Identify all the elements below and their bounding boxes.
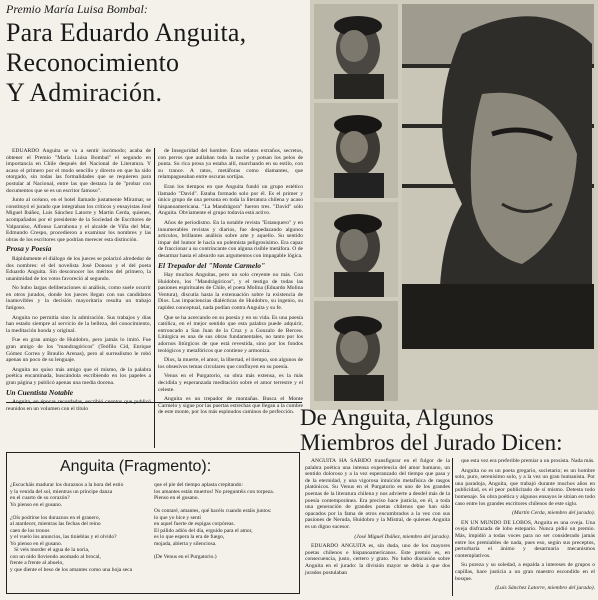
subheading: Prosa y Poesía	[6, 244, 52, 254]
paragraph: Venus en el Purgatorio, su obra más extensa, es la más decidida y esperanzada meditación sobre el amor terrestre y el celeste.	[158, 373, 303, 393]
headline-line-3: Y Admiración.	[6, 78, 163, 107]
paragraph: ANGUITA HA SABIDO transfigurar en el fulgor de la palabra poética una intensa experiencia del amor humano, un sentido doloroso y a la vez esperanzado del tiempo que pasa y de la eternidad, y una vigorosa intuición metafísica de rasgos platónicos. Su Venus en el Purgatorio es uno de los grandes poemas de la literatura chilena y nos advierte a desdel más de la poesía contemporánea. Era preciso hace justicia, en él, a toda una generación de grandes poetas chilenos que han sido opacados por la fama de otros encumbrados a la vez con sus pasiones de Neruda, Huidobro y la Mistral, de quienes Anguita es un digno sucesor.	[305, 458, 450, 530]
subheading: El Trepador del "Monte Carmelo"	[158, 260, 266, 270]
column-2	[158, 148, 303, 416]
paragraph: reunidos en un volumen con el título	[6, 405, 89, 412]
poem-title: Anguita (Fragmento):	[60, 458, 212, 475]
paragraph: Fue en gran amigo de Huidobro, pero jamás lo imitó. Fue gran amigo de los "mandragóricos" (Teófilo Cid, Enrique Gómez Correa y Braulio Arenas), pero al surrealismo le robó apenas un poco de su lenguaje.	[6, 337, 151, 364]
portrait-photo	[314, 103, 398, 198]
paragraph: Anguita no permitía sino la admiración. Sus trabajos y días han estado siempre al servicio de la belleza, del conocimiento, la meditación honda y original.	[6, 314, 151, 334]
poem-left-column: ¿Escucháis madurar los duraznos a la hora del estío y la venida del sol, mientras un príncipe danza en el cuarto de su corazón? Yo pienso en el gusano. ¿Oís podrirse los duraznos en el granero, al atardecer, mientras las fechas del reino caen de los tronos y el vuelo los anuncios, las tinieblas y el olvido? Yo pienso en el gusano. Si veis morder el agua de la noria, con un nido lloviendo asomado al brocal, frente a frente al abuelo, y que diente el beso de los amantes como una hoja seca	[10, 482, 133, 573]
headline	[6, 18, 306, 108]
section-heading	[300, 405, 596, 455]
paragraph: de Inseguridad del hombre. Eran relatos extraños, secretos, con perros que aullaban toda la noche y potsan los pelos de punta. Su rica prosa ya estaba allí, marchando en su estilo, con su trance. A ratos, metáforas como diamantes, que relampagueaban entre oscuras sortijas.	[158, 148, 303, 181]
horizontal-divider	[6, 402, 302, 403]
column-divider	[452, 458, 453, 596]
paragraph: Dios, la muerte, el amor, la libertad, el tiempo, son algunos de los obsesivos temas circulares que confluyen en su poesía.	[158, 357, 303, 370]
paragraph: Eran los tiempos en que Anguita fundó un grupo estético llamado "David". Estaba formado solo por él. Es el primer y único grupo de una persona en toda la literatura chilena y acaso hispanoamericana. "La Mandrágora" fueron tres. "David" sólo Anguita. Obviamente el grupo todavía está activo.	[158, 183, 303, 217]
paragraph: Anguita es un trepador de montañas. Busca el Monte Carmelo y sigue por las puertas estrechas que llegan a la cumbre de este monte, por los más espinudos caminos de perfección.	[158, 396, 303, 416]
column-3	[305, 458, 450, 598]
portrait-photo-large	[402, 4, 594, 349]
paragraph: Que se ha acercando en su poesía y en su vida. Es una poesía católica, en el mejor sentido que esta palabra puede adquirir, entroncado a San Juan de la Cruz y a Gonzalo de Berceo. Litúrgica es una de sus obras fundamentales, no tanto por los adornos litúrgicos de que está revestida, sino por los fondos teológicos y metafóricos que contiene y armoniza.	[158, 314, 303, 354]
paragraph: Años de periodismo. En la notable revista "Estanquero" y en innumerables revistas y diarios, fue despedazando algunos artículos, brillantes análisis sobre arte y aquello. Su sentido impar del humor le hacía un polemista peligrosísimo. Era capaz de fraccionar a su contrincante con alguna risible metáfora. O de desarmar hasta el absurdo sus argumentos con impagable lógica.	[158, 219, 303, 259]
paragraph: No hubo largas deliberaciones ni análisis, como suele ocurrir en otros jurados, donde los jueces llegan con sus candidatos inamovibles y la decisión mayoritaria resulta un trabajo fatigoso.	[6, 285, 151, 312]
signature: (Martín Cerda, miembro del jurado).	[512, 510, 595, 517]
paragraph: Rápidamente el diálogo de los jueces se polarizó alrededor de dos nombres: el del novelista José Donoso y el del poeta Eduardo Anguita. Sin desconocer los méritos del primero, la unanimidad de los votos favoreció al segundo.	[6, 255, 151, 282]
paragraph: Su pureza y su soledad, a espalda a intereses de grupos o capillas, hace justicia a un gran maestro escondido en el bosque.	[455, 562, 595, 582]
paragraph: Anguita no quiso más amigo que el mismo, de la palabra poética encaminada, buscándola escribiendo en los papeles a gran página y publicó apenas una media docena.	[6, 366, 151, 386]
paragraph: EDUARDO ANGUITA es, sin duda, uno de los mayores poetas chilenos e hispanoamericanos. Este premio es, en consecuencia, justo, certero y grato. No hubo discusión sobre Anguita en el jurado: la división mayor se debía a que dos jurados postulaban	[305, 543, 450, 576]
paragraph: EN UN MUNDO DE LOBOS, Anguita es una oveja. Una oveja disfrazada de lobo estepario. Nunca pidió un premio. Más, impidió a todas voces para no ser considerado jamás entre los premiables de nada, pues eso, según sus preceptos, perturbaría el ánimo y desarmaría mecanismos contemplativos.	[455, 519, 595, 559]
portrait-photo	[314, 202, 398, 297]
portrait-photos	[310, 0, 598, 410]
headline-line-2: Reconocimiento	[6, 48, 180, 77]
signature: (José Miguel Ibáñez, miembro del jurado).	[354, 533, 450, 540]
column-4	[455, 458, 595, 598]
signature: (Luis Sánchez Latorre, miembro del jurado).	[495, 585, 595, 592]
paragraph: Anguita no es un poeta gregario, societario; es un hombre solo, puro, serenísimo solo, y a la vez un gran humanista. Por una paradoja, Anguita, que trabajó durante muchos años en publicidad, es el peor publicitado de sí mismo. Detesta todo homenaje. Su obra poética y algunos ensayos le sitúan en todo caso entre los grandes escritores chilenos de este siglo.	[455, 467, 595, 507]
column-1	[6, 148, 151, 412]
paragraph: Junto al océano, en el hotel llamado justamente Miramar, se constituyó el jurado que integraban los críticos y ensayistas José Miguel Ibáñez, Luis Sánchez Latorre y Martín Cerda, quienes, acompañados por el presidente de la Sociedad de Escritores de Valparaíso, Alfonso Larrahona y el alcalde de Viña del Mar, Edmundo Crespo, procedieron a examinar los nombres y las obras de los escritores que podrían merecer esta distinción.	[6, 197, 151, 243]
portrait-photo	[314, 301, 398, 401]
paragraph: EDUARDO Anguita se va a sentir incómodo; acaba de obtener el Premio "María Luisa Bombal" el segundo en importancia en Chile después del Nacional de Literatura. Y acaso el primero por el modo sencillo y directo en que ha sido otorgado, sin todas las formalidades que se requieren para postular al Nacional, entre las que destaca la de "probar con documentos que se es un escritor famoso".	[6, 148, 151, 194]
paragraph: que esta vez era preferible premiar a un prosista. Nada más.	[461, 458, 595, 464]
poem-right-column: que el pie del tiempo aplasta crepitando: los amantes están muertos! No preguntéis con torpeza. Pienso en el gusano. Os contaré, amantes, qué hacéis cuando estáis juntos: lo que yo hice y sentí en aquel fuerte de espigas corpóreas. El pálido adiós del día, erguido para el amor, es lo que espera la era de fuego, mojada, abierta y silenciosa. (De Venus en el Purgatorio.)	[154, 482, 275, 560]
section-heading-line-1: De Anguita, Algunos	[300, 405, 494, 430]
section-heading-line-2: Miembros del Jurado Dicen:	[300, 430, 563, 455]
headline-line-1: Para Eduardo Anguita,	[6, 18, 247, 47]
portrait-photo	[314, 4, 398, 99]
kicker: Premio María Luisa Bombal:	[6, 2, 148, 16]
subheading: Un Cuentista Notable	[6, 387, 74, 397]
column-divider	[154, 148, 155, 448]
paragraph: Hay muchos Anguitas, pero un solo creyente no más. Con Huidobro, los "Mandrágóricos", y el testigo de todas las pasiones espirituales de Chile, el poeta Molina (Eduardo Molina Ventura), discutía hasta la extenuación sobre la existencia de Dios. Las impaciencias dialécticas de Huidobro, su ingenio, su rapidez conceptual, nada podían contra Anguita y su fe.	[158, 272, 303, 312]
